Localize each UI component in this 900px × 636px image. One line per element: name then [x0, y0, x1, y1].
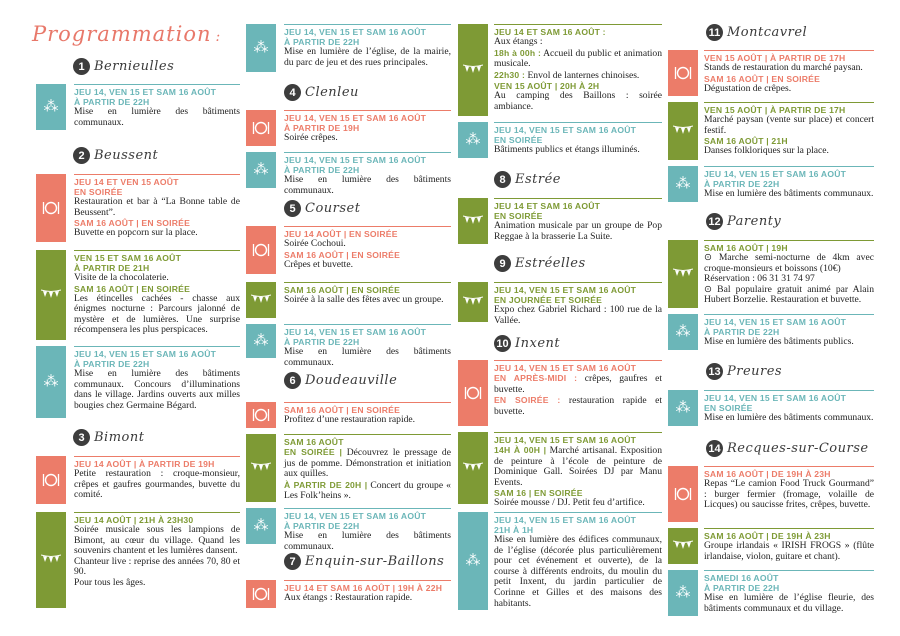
- event-description: Marché artisanal. Exposition de peinture à l’école de peinture de Dominique Gall. Soirées DJ par Manu Events.: [494, 445, 662, 488]
- event-entry: [668, 528, 874, 564]
- event-description: Crêpes et buvette.: [284, 258, 353, 270]
- town-number: 14: [706, 440, 723, 457]
- event-text: [494, 122, 662, 158]
- event-text: [74, 456, 240, 504]
- town-heading: [706, 213, 781, 230]
- event-entry: [458, 282, 662, 326]
- event-text: [74, 84, 240, 130]
- event-entry: [36, 250, 240, 340]
- sparkle-icon: ⁂: [668, 166, 698, 202]
- sparkle-icon: ⁂: [246, 324, 276, 358]
- event-description: Soirée musicale sous les lampions de Bimont, au cœur du village. Quand les souvenirs chantent et les lumières dansent.: [74, 524, 240, 557]
- event-text: [704, 314, 874, 350]
- event-time: À PARTIR DE 20H |: [284, 479, 368, 490]
- event-entry: [668, 570, 874, 616]
- event-date: JEU 14, VEN 15 ET SAM 16 AOÛT: [704, 393, 847, 403]
- event-date: VEN 15 AOÛT | À PARTIR DE 17H: [704, 53, 846, 63]
- event-description: Pour tous les âges.: [74, 576, 146, 588]
- town-name: Beussent: [94, 148, 159, 163]
- event-date: JEU 14 ET SAM 16 AOÛT | 19H À 22H: [284, 583, 443, 593]
- town-number: 7: [284, 553, 301, 570]
- event-entry: [246, 152, 451, 196]
- event-date: JEU 14, VEN 15 ET SAM 16 AOÛT: [74, 87, 217, 97]
- event-description: Animation musicale par un groupe de Pop Reggae à la brasserie La Suite.: [494, 220, 662, 242]
- event-description: Au camping des Baillons : soirée ambiance.: [494, 90, 662, 112]
- event-entry: [668, 102, 874, 160]
- event-entry: [668, 466, 874, 522]
- town-number: 4: [284, 84, 301, 101]
- event-description: Mise en lumière des bâtiments communaux.: [284, 530, 451, 552]
- event-text: [284, 434, 451, 502]
- event-date: JEU 14, VEN 15 ET SAM 16 AOÛT: [284, 511, 427, 521]
- event-date: JEU 14 AOÛT | EN SOIRÉE: [284, 229, 398, 239]
- event-text: [284, 402, 451, 428]
- town-heading: [494, 171, 561, 188]
- event-description: restauration rapide et buvette.: [494, 395, 663, 417]
- event-description: Réservation : 06 31 31 74 97: [704, 273, 815, 285]
- event-entry: [246, 508, 451, 552]
- event-text: [284, 324, 451, 368]
- event-date: JEU 14, VEN 15 ET SAM 16 AOÛT: [494, 363, 637, 373]
- event-date: SAM 16 AOÛT | EN SOIRÉE: [284, 405, 401, 415]
- pennant-garland-icon: [36, 250, 66, 340]
- event-description: Danses folkloriques sur la place.: [704, 145, 829, 157]
- event-description: Buvette en popcorn sur la place.: [74, 227, 198, 239]
- plate-cutlery-icon: [246, 402, 276, 428]
- event-time: EN APRÈS-MIDI :: [494, 373, 578, 383]
- event-entry: [246, 324, 451, 368]
- town-name: Doudeauville: [305, 373, 398, 388]
- event-text: [284, 580, 451, 608]
- event-date: JEU 14 AOÛT | À PARTIR DE 19H: [74, 459, 215, 469]
- event-description: Marché paysan (vente sur place) et concert festif.: [704, 114, 874, 136]
- sparkle-icon: ⁂: [668, 314, 698, 350]
- event-entry: [458, 198, 662, 244]
- event-description: Mise en lumière de l’église fleurie, des bâtiments communaux et du village.: [704, 592, 874, 614]
- town-heading: [706, 24, 807, 41]
- event-entry: [668, 314, 874, 350]
- event-text: [704, 166, 874, 202]
- event-time: EN SOIRÉE :: [494, 395, 561, 406]
- sparkle-icon: ⁂: [246, 24, 276, 72]
- town-name: Clenleu: [305, 85, 359, 100]
- event-description: Visite de la chocolaterie.: [74, 272, 169, 283]
- event-date: JEU 14, VEN 15 ET SAM 16 AOÛT: [494, 515, 637, 525]
- event-time: À PARTIR DE 22H: [284, 337, 360, 347]
- event-description: Envol de lanternes chinoises.: [527, 69, 640, 81]
- event-description: Mise en lumière des bâtiments communaux. Concours d’illuminations dans le village. Jardins ouverts aux milles bougies chez Germaine Bégard.: [74, 368, 240, 411]
- event-time: À PARTIR DE 22H: [74, 359, 150, 369]
- event-entry: [246, 580, 451, 608]
- plate-cutlery-icon: [246, 110, 276, 146]
- event-date: JEU 14, VEN 15 ET SAM 16 AOÛT: [494, 435, 637, 445]
- event-description: Restauration et bar à “La Bonne table de Beussent”.: [74, 196, 240, 218]
- event-entry: [36, 456, 240, 504]
- sparkle-icon: ⁂: [246, 152, 276, 188]
- event-date: VEN 15 AOÛT | 20H À 2H: [494, 81, 600, 92]
- event-date: JEU 14 ET SAM 16 AOÛT: [494, 201, 601, 211]
- event-date: SAM 16 AOÛT | EN SOIRÉE: [74, 218, 191, 229]
- event-entry: [246, 402, 451, 428]
- town-name: Inxent: [515, 336, 561, 351]
- event-description: Mise en lumière des bâtiments communaux.: [74, 106, 240, 128]
- event-entry: [246, 24, 451, 72]
- event-text: [284, 24, 451, 72]
- event-description: ⊙ Marche semi-nocturne de 4km avec croque-monsieurs et boissons (10€): [704, 252, 874, 274]
- sparkle-icon: ⁂: [36, 346, 66, 418]
- event-date: SAMEDI 16 AOÛT: [704, 573, 779, 583]
- pennant-garland-icon: [668, 240, 698, 308]
- town-name: Estréelles: [515, 256, 586, 271]
- event-description: Découvrez le pressage de jus de pomme. Démonstration et initiation aux quilles.: [284, 447, 451, 480]
- event-description: ⊙ Bal populaire gratuit animé par Alain Hubert Borzelie. Restauration et buvette.: [704, 283, 874, 306]
- pennant-garland-icon: [246, 282, 276, 318]
- event-text: [704, 390, 874, 426]
- event-text: [74, 346, 240, 418]
- event-description: Concert du groupe « Les Folk’heins ».: [284, 479, 451, 502]
- event-date: SAM 16 AOÛT | 19H: [704, 243, 788, 253]
- town-number: 6: [284, 372, 301, 389]
- event-entry: [458, 432, 662, 509]
- event-text: [74, 174, 240, 242]
- event-entry: [458, 360, 662, 426]
- event-description: Mise en lumière des bâtiments communaux.: [704, 188, 874, 199]
- town-name: Bernieulles: [94, 59, 175, 74]
- town-heading: [284, 372, 397, 389]
- event-date: VEN 15 AOÛT | À PARTIR DE 17H: [704, 105, 846, 115]
- plate-cutlery-icon: [36, 174, 66, 242]
- event-date: SAM 16 AOÛT | EN SOIRÉE: [284, 285, 401, 295]
- event-date: JEU 14, VEN 15 ET SAM 16 AOÛT: [494, 125, 637, 135]
- event-entry: [246, 434, 451, 502]
- page-title: [32, 22, 221, 46]
- town-heading: [706, 363, 782, 380]
- town-name: Parenty: [727, 214, 782, 229]
- event-text: [284, 226, 451, 274]
- event-entry: [246, 226, 451, 274]
- event-time: À PARTIR DE 22H: [704, 583, 780, 593]
- event-text: [704, 240, 874, 308]
- event-entry: [668, 166, 874, 202]
- event-text: [494, 512, 662, 610]
- plate-cutlery-icon: [668, 50, 698, 96]
- pennant-garland-icon: [458, 24, 488, 116]
- plate-cutlery-icon: [246, 226, 276, 274]
- event-date: JEU 14, VEN 15 ET SAM 16 AOÛT: [494, 285, 637, 295]
- event-entry: [36, 174, 240, 242]
- event-text: [284, 110, 451, 146]
- event-description: Accueil du public et animation musicale.: [494, 47, 662, 70]
- town-name: Bimont: [94, 430, 145, 445]
- event-time: EN SOIRÉE: [704, 403, 753, 413]
- town-name: Enquin-sur-Baillons: [305, 554, 445, 569]
- event-description: Dégustation de crêpes.: [704, 82, 792, 94]
- event-entry: [458, 122, 662, 158]
- sparkle-icon: ⁂: [668, 390, 698, 426]
- event-date: SAM 16 AOÛT | 21H: [704, 136, 788, 147]
- event-text: [704, 466, 874, 522]
- event-date: JEU 14, VEN 15 ET SAM 16 AOÛT: [74, 349, 217, 359]
- event-time: À PARTIR DE 22H: [74, 97, 150, 107]
- event-description: Bâtiments publics et étangs illuminés.: [494, 144, 640, 155]
- town-name: Courset: [305, 201, 361, 216]
- event-time: 22h30 :: [494, 69, 526, 80]
- event-text: [494, 198, 662, 244]
- event-date: VEN 15 ET SAM 16 AOÛT: [74, 253, 182, 263]
- event-description: Chanteur live : reprise des années 70, 80 et 90.: [74, 555, 240, 578]
- event-date: JEU 14 ET VEN 15 AOÛT: [74, 177, 179, 187]
- pennant-garland-icon: [458, 198, 488, 244]
- town-heading: [706, 440, 869, 457]
- event-description: Mise en lumière des bâtiments communaux.: [284, 174, 451, 196]
- event-text: [494, 24, 662, 116]
- event-description: Soirée Cochoui.: [284, 238, 346, 249]
- event-entry: [246, 110, 451, 146]
- sparkle-icon: ⁂: [458, 512, 488, 610]
- event-time: EN JOURNÉE ET SOIRÉE: [494, 295, 603, 305]
- event-description: Soirée à la salle des fêtes avec un groupe.: [284, 294, 444, 305]
- event-description: Groupe irlandais « IRISH FROGS » (flûte irlandaise, violon, guitare et chant).: [704, 540, 874, 562]
- event-time: EN SOIRÉE: [494, 211, 543, 221]
- event-date: SAM 16 AOÛT | EN SOIRÉE: [704, 73, 821, 84]
- event-description: Mise en lumière des bâtiments communaux.: [284, 346, 451, 368]
- town-number: 12: [706, 213, 723, 230]
- event-text: [284, 152, 451, 196]
- plate-cutlery-icon: [458, 360, 488, 426]
- town-number: 2: [73, 147, 90, 164]
- event-description: Mise en lumière des bâtiments publics.: [704, 336, 854, 347]
- town-number: 11: [706, 24, 723, 41]
- event-date: SAM 16 | EN SOIRÉE: [494, 488, 583, 499]
- event-time: À PARTIR DE 22H: [704, 327, 780, 337]
- event-description: Stands de restauration du marché paysan.: [704, 62, 863, 73]
- event-description: Soirée crêpes.: [284, 132, 338, 143]
- event-time: 14H À 00H |: [494, 445, 547, 455]
- sparkle-icon: ⁂: [36, 84, 66, 130]
- pennant-garland-icon: [36, 512, 66, 608]
- event-entry: [36, 346, 240, 418]
- event-date: SAM 16 AOÛT | EN SOIRÉE: [284, 249, 401, 260]
- event-date: JEU 14, VEN 15 ET SAM 16 AOÛT: [704, 317, 847, 327]
- event-time: EN SOIRÉE: [74, 187, 123, 197]
- event-time: EN SOIRÉE |: [284, 447, 343, 457]
- event-description: Expo chez Gabriel Richard : 100 rue de la Vallée.: [494, 304, 662, 326]
- event-text: [74, 250, 240, 340]
- event-description: Soirée mousse / DJ. Petit feu d’artifice.: [494, 497, 645, 509]
- event-time: À PARTIR DE 21H: [74, 263, 150, 273]
- event-description: Aux étangs :: [494, 36, 543, 47]
- event-time: À PARTIR DE 22H: [284, 165, 360, 175]
- event-date: JEU 14 ET SAM 16 AOÛT :: [494, 27, 606, 37]
- town-name: Recques-sur-Course: [727, 441, 869, 456]
- event-text: [704, 50, 874, 96]
- town-number: 1: [73, 58, 90, 75]
- event-description: Mise en lumière des bâtiments communaux.: [704, 412, 874, 423]
- event-date: SAM 16 AOÛT: [284, 437, 344, 447]
- event-time: À PARTIR DE 22H: [284, 37, 360, 47]
- event-entry: [668, 240, 874, 308]
- event-description: crêpes, gaufres et buvette.: [494, 373, 662, 395]
- event-date: JEU 14, VEN 15 ET SAM 16 AOÛT: [284, 113, 427, 123]
- event-entry: [246, 282, 451, 318]
- town-number: 9: [494, 255, 511, 272]
- town-heading: [284, 84, 359, 101]
- event-entry: [458, 512, 662, 610]
- event-description: Mise en lumière de l’église, de la mairie, du parc de jeu et des rues principales.: [284, 46, 451, 68]
- town-heading: [73, 147, 158, 164]
- event-entry: [668, 50, 874, 96]
- event-description: Repas “Le camion Food Truck Gourmand” : burger fermier (fromage, volaille de Licques) ou saucisse frites, crêpes, buvette.: [704, 478, 874, 511]
- pennant-garland-icon: [246, 434, 276, 502]
- event-description: Aux étangs : Restauration rapide.: [284, 592, 413, 603]
- town-number: 8: [494, 171, 511, 188]
- event-text: [74, 512, 240, 608]
- town-heading: [73, 429, 144, 446]
- town-heading: [73, 58, 174, 75]
- event-text: [494, 432, 662, 509]
- town-number: 10: [494, 335, 511, 352]
- sparkle-icon: ⁂: [458, 122, 488, 158]
- event-date: JEU 14, VEN 15 ET SAM 16 AOÛT: [704, 169, 847, 179]
- plate-cutlery-icon: [36, 456, 66, 504]
- event-time: À PARTIR DE 19H: [284, 123, 360, 133]
- plate-cutlery-icon: [246, 580, 276, 608]
- event-description: Les étincelles cachées - chasse aux énigmes nocturne : Parcours jalonné de mystère et de lumières. Une surprise récompensera les plus perspicaces.: [74, 292, 240, 336]
- event-date: JEU 14, VEN 15 ET SAM 16 AOÛT: [284, 155, 427, 165]
- event-text: [704, 528, 874, 564]
- town-number: 5: [284, 200, 301, 217]
- plate-cutlery-icon: [668, 466, 698, 522]
- event-text: [284, 282, 451, 318]
- page-title-colon: :: [215, 29, 222, 45]
- event-date: SAM 16 AOÛT | DE 19H À 23H: [704, 531, 831, 541]
- event-entry: [36, 84, 240, 130]
- event-date: JEU 14, VEN 15 ET SAM 16 AOÛT: [284, 327, 427, 337]
- town-name: Montcavrel: [727, 25, 808, 40]
- pennant-garland-icon: [668, 102, 698, 160]
- event-entry: [668, 390, 874, 426]
- event-description: Profitez d’une restauration rapide.: [284, 414, 416, 425]
- town-heading: [494, 335, 560, 352]
- town-heading: [284, 553, 444, 570]
- sparkle-icon: ⁂: [246, 508, 276, 544]
- page-title-text: Programmation: [32, 22, 212, 46]
- event-entry: [36, 512, 240, 608]
- event-time: 21H À 1H: [494, 525, 534, 535]
- pennant-garland-icon: [458, 282, 488, 322]
- town-name: Estrée: [515, 172, 561, 187]
- event-text: [494, 360, 662, 426]
- town-heading: [284, 200, 360, 217]
- town-number: 3: [73, 429, 90, 446]
- event-date: SAM 16 AOÛT | DE 19H À 23H: [704, 469, 831, 479]
- pennant-garland-icon: [668, 528, 698, 564]
- event-entry: [458, 24, 662, 116]
- event-time: EN SOIRÉE: [494, 135, 543, 145]
- event-text: [704, 570, 874, 616]
- town-heading: [494, 255, 586, 272]
- event-description: Petite restauration : croque-monsieur, crêpes et gaufres gourmandes, buvette du comité.: [74, 468, 240, 501]
- town-number: 13: [706, 363, 723, 380]
- town-name: Preures: [727, 364, 783, 379]
- event-time: À PARTIR DE 22H: [284, 521, 360, 531]
- sparkle-icon: ⁂: [668, 570, 698, 616]
- pennant-garland-icon: [458, 432, 488, 504]
- event-description: Mise en lumière des édifices communaux, de l’église (décorée plus particulièrement pour cet événement et ouverte), de la course à différents endroits, du moulin du petit Inxent, du jardin particulier de Corinne et Gilles et des maisons des habitants.: [494, 534, 662, 609]
- event-text: [494, 282, 662, 326]
- event-date: JEU 14, VEN 15 ET SAM 16 AOÛT: [284, 27, 427, 37]
- event-text: [704, 102, 874, 160]
- event-time: À PARTIR DE 22H: [704, 179, 780, 189]
- event-date: SAM 16 AOÛT | EN SOIRÉE: [74, 283, 191, 294]
- event-time: 18h à 00h :: [494, 47, 542, 58]
- event-text: [284, 508, 451, 552]
- event-date: JEU 14 AOÛT | 21H À 23H30: [74, 515, 194, 525]
